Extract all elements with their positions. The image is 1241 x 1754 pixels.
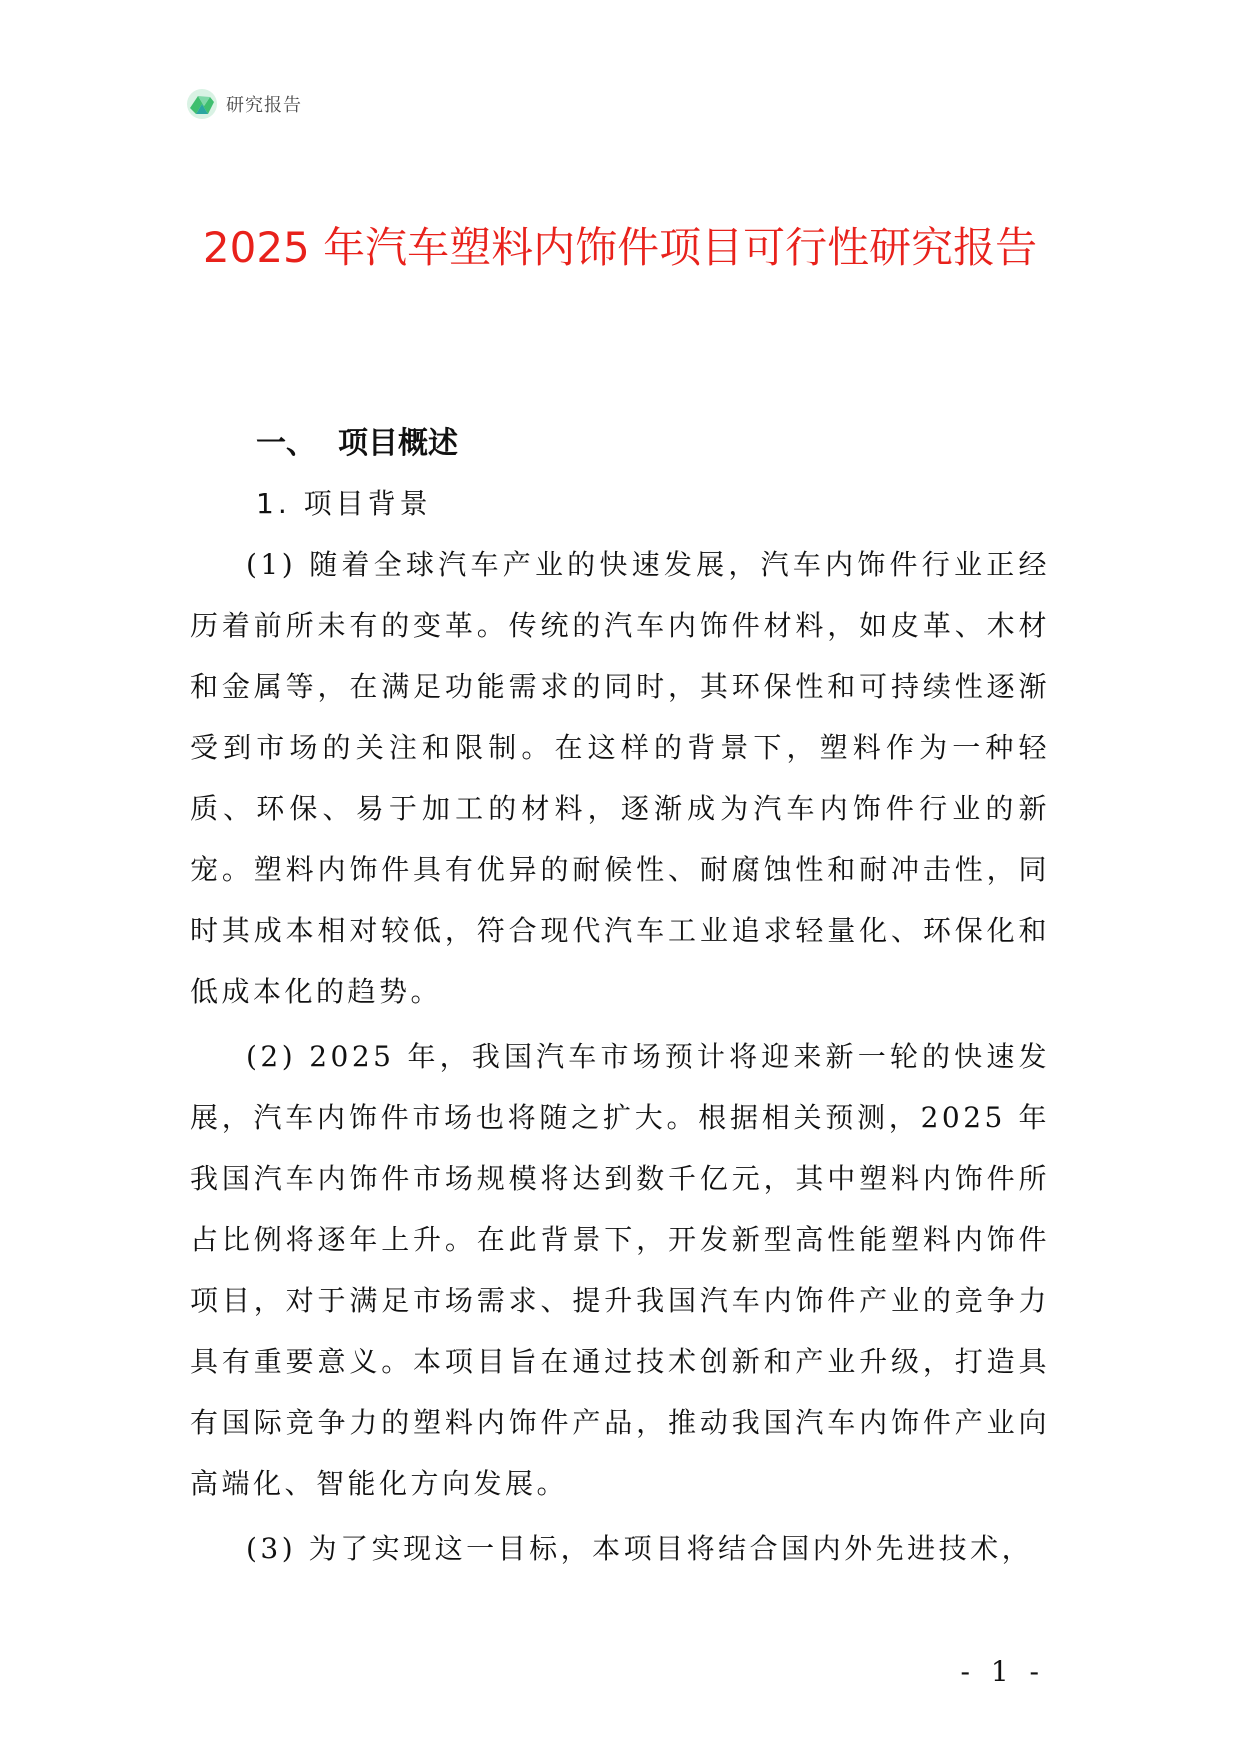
report-logo-icon [186, 88, 218, 120]
paragraph-2: (2) 2025 年，我国汽车市场预计将迎来新一轮的快速发展，汽车内饰件市场也将随之扩大。根据相关预测，2025 年我国汽车内饰件市场规模将达到数千亿元，其中塑料内饰件所占比例将逐年上升。在此背景下，开发新型高性能塑料内饰件项目，对于满足市场需求、提升我国汽车内饰件产业的竞争力具有重要意义。本项目旨在通过技术创新和产业升级，打造具有国际竞争力的塑料内饰件产品，推动我国汽车内饰件产业向高端化、智能化方向发展。 [190, 1040, 1050, 1500]
subsection-heading: 1. 项目背景 [256, 487, 432, 520]
paragraph-1: (1) 随着全球汽车产业的快速发展，汽车内饰件行业正经历着前所未有的变革。传统的汽车内饰件材料，如皮革、木材和金属等，在满足功能需求的同时，其环保性和可持续性逐渐受到市场的关注和限制。在这样的背景下，塑料作为一种轻质、环保、易于加工的材料，逐渐成为汽车内饰件行业的新宠。塑料内饰件具有优异的耐候性、耐腐蚀性和耐冲击性，同时其成本相对较低，符合现代汽车工业追求轻量化、环保化和低成本化的趋势。 [190, 548, 1050, 1008]
section-number: 一、 [256, 426, 316, 461]
header-label: 研究报告 [226, 95, 302, 116]
section-heading [256, 418, 458, 462]
section-title: 项目概述 [338, 426, 458, 461]
page-number: - 1 - [960, 1655, 1045, 1688]
document-header [186, 88, 302, 120]
document-title: 2025 年汽车塑料内饰件项目可行性研究报告 [202, 223, 1038, 272]
paragraph-3: (3) 为了实现这一目标，本项目将结合国内外先进技术， [246, 1532, 1034, 1565]
